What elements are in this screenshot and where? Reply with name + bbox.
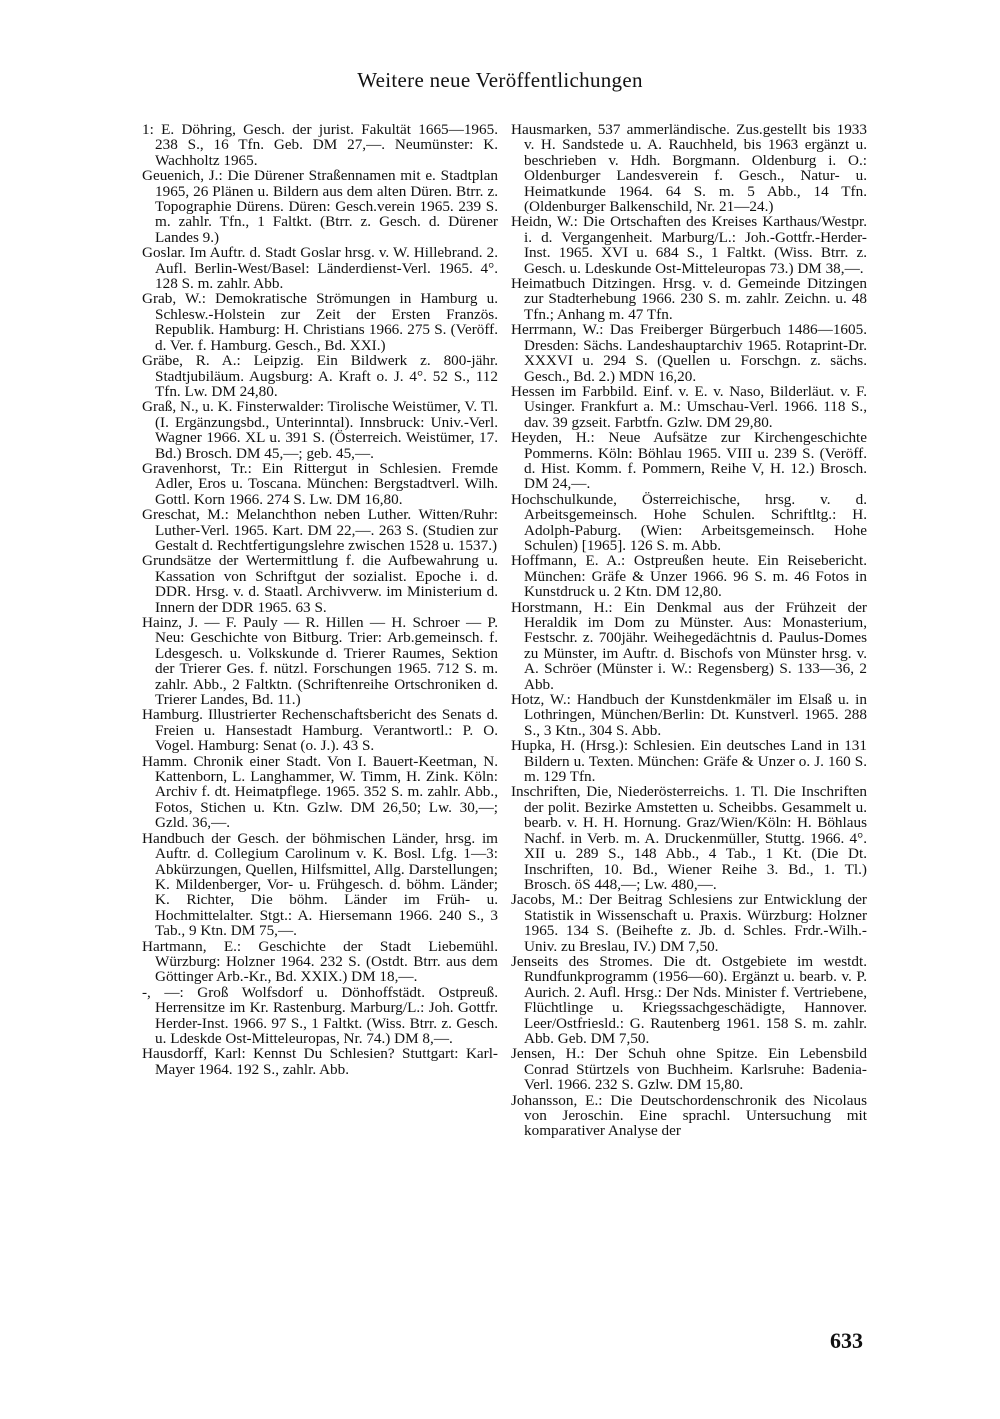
bibliography-entry: Hoffmann, E. A.: Ostpreußen heute. Ein Reisebericht. München: Gräfe & Unzer 1966. 96 S. m. 46 Fotos in Kunstdruck u. 2 Ktn. DM 12,80. [511, 552, 867, 601]
bibliography-entry: Hamburg. Illustrierter Rechenschaftsbericht des Senats d. Freien u. Hansestadt Hamburg. Verantwortl.: P. O. Vogel. Hamburg: Senat (o. J.). 43 S. [142, 706, 498, 755]
bibliography-entry: Geuenich, J.: Die Dürener Straßennamen mit e. Stadtplan 1965, 26 Plänen u. Bildern aus dem alten Düren. Btrr. z. Topographie Dürens. Düren: Gesch.verein 1965. 239 S. m. zahlr. Tfn., 1 Faltkt. (Btrr. z. Gesch. d. Dürener Landes 9.) [142, 167, 498, 246]
bibliography-entry: Heyden, H.: Neue Aufsätze zur Kirchengeschichte Pommerns. Köln: Böhlau 1965. VIII u. 239 S. (Veröff. d. Hist. Komm. f. Pommern, Reihe V, H. 12.) Brosch. DM 24,—. [511, 429, 867, 493]
bibliography-entry: Goslar. Im Auftr. d. Stadt Goslar hrsg. v. W. Hillebrand. 2. Aufl. Berlin-West/Basel: Länderdienst-Verl. 1965. 4°. 128 S. m. zahlr. Abb. [142, 244, 498, 293]
bibliography-entry: Hainz, J. — F. Pauly — R. Hillen — H. Schroer — P. Neu: Geschichte von Bitburg. Trier: Arb.gemeinsch. f. Ldesgesch. u. Volkskunde d. Trierer Raumes, Sektion der Trierer Ges. f. nützl. Forschungen 1965. 712 S. m. zahlr. Abb., 2 Faltktn. (Schriftenreihe Ortschroniken d. Trierer Landes, Bd. 11.) [142, 614, 498, 709]
bibliography-entry: Hausmarken, 537 ammerländische. Zus.gestellt bis 1933 v. H. Sandstede u. A. Rauchheld, bis 1963 ergänzt u. beschrieben v. Hdh. Borgmann. Oldenburg i. O.: Oldenburger Landesverein f. Gesch., Natur- u. Heimatkunde 1964. 64 S. m. 5 Abb., 14 Tfn. (Oldenburger Balkenschild, Nr. 21—24.) [511, 121, 867, 216]
bibliography-entry: Grab, W.: Demokratische Strömungen in Hamburg u. Schlesw.-Holstein zur Zeit der Ersten Französ. Republik. Hamburg: H. Christians 1966. 275 S. (Veröff. d. Ver. f. Hamburg. Gesch., Bd. XXI.) [142, 290, 498, 354]
left-column [142, 122, 498, 1077]
bibliography-entry: Heidn, W.: Die Ortschaften des Kreises Karthaus/Westpr. i. d. Vergangenheit. Marburg/L.: Joh.-Gottfr.-Herder-Inst. 1965. XVI u. 684 S., 1 Faltkt. (Wiss. Btrr. z. Gesch. u. Ldeskunde Ost-Mitteleuropas 73.) DM 38,—. [511, 213, 867, 277]
bibliography-entry: Hotz, W.: Handbuch der Kunstdenkmäler im Elsaß u. in Lothringen, München/Berlin: Dt. Kunstverl. 1965. 288 S., 3 Ktn., 304 S. Abb. [511, 691, 867, 739]
bibliography-entry: Inschriften, Die, Niederösterreichs. 1. Tl. Die Inschriften der polit. Bezirke Amstetten u. Scheibbs. Gesammelt u. bearb. v. H. H. Hornung. Graz/Wien/Köln: H. Böhlaus Nachf. in Verb. m. A. Druckenmüller, Stuttg. 1966. 4°. XII u. 289 S., 148 Abb., 4 Tab., 1 Kt. (Die Dt. Inschriften, 10. Bd., Wiener Reihe 3. Bd., 1. Tl.) Brosch. öS 448,—; Lw. 480,—. [511, 783, 867, 893]
bibliography-entry: Jensen, H.: Der Schuh ohne Spitze. Ein Lebensbild Conrad Stürtzels von Buchheim. Karlsruhe: Badenia-Verl. 1966. 232 S. Gzlw. DM 15,80. [511, 1045, 867, 1094]
bibliography-entry: Hamm. Chronik einer Stadt. Von I. Bauert-Keetman, N. Kattenborn, L. Langhammer, W. Timm, H. Zink. Köln: Archiv f. dt. Heimatpflege. 1965. 352 S. m. zahlr. Abb., Fotos, Stichen u. Ktn. Gzlw. DM 26,50; Lw. 30,—; Gzld. 36,—. [142, 752, 498, 832]
bibliography-entry: Hessen im Farbbild. Einf. v. E. v. Naso, Bilderläut. v. F. Usinger. Frankfurt a. M.: Umschau-Verl. 1966. 118 S., dav. 39 gzseit. Farbtfn. Gzlw. DM 29,80. [511, 382, 867, 431]
bibliography-entry: Hupka, H. (Hrsg.): Schlesien. Ein deutsches Land in 131 Bildern u. Texten. München: Gräfe & Unzer o. J. 160 S. m. 129 Tfn. [511, 737, 867, 786]
bibliography-entry: Jacobs, M.: Der Beitrag Schlesiens zur Entwicklung der Statistik in Wissenschaft u. Praxis. Würzburg: Holzner 1965. 134 S. (Beihefte z. Jb. d. Schles. Frdr.-Wilh.-Univ. zu Breslau, IV.) DM 7,50. [511, 891, 867, 955]
bibliography-entry: Grundsätze der Wertermittlung f. die Aufbewahrung u. Kassation von Schriftgut der sozialist. Epoche i. d. DDR. Hrsg. v. d. Staatl. Archivverw. im Ministerium d. Innern der DDR 1965. 63 S. [142, 552, 498, 616]
bibliography-entry: Johansson, E.: Die Deutschordenschronik des Nicolaus von Jeroschin. Eine sprachl. Untersuchung mit komparativer Analyse der [511, 1091, 867, 1140]
bibliography-entry: Heimatbuch Ditzingen. Hrsg. v. d. Gemeinde Ditzingen zur Stadterhebung 1966. 230 S. m. zahlr. Zeichn. u. 48 Tfn.; Anhang m. 47 Tfn. [511, 275, 867, 323]
bibliography-entry: -, —: Groß Wolfsdorf u. Dönhoffstädt. Ostpreuß. Herrensitze im Kr. Rastenburg. Marburg/L.: Joh. Gottfr. Herder-Inst. 1966. 97 S., 1 Faltkt. (Wiss. Btrr. z. Gesch. u. Ldeskde Ost-Mitteleuropas, Nr. 74.) DM 8,—. [142, 983, 498, 1047]
bibliography-entry: Graß, N., u. K. Finsterwalder: Tirolische Weistümer, V. Tl. (I. Ergänzungsbd., Unterinntal). Innsbruck: Univ.-Verl. Wagner 1966. XL u. 391 S. (Österreich. Weistümer, 17. Bd.) Brosch. DM 45,—; geb. 45,—. [142, 398, 498, 462]
bibliography-entry: Horstmann, H.: Ein Denkmal aus der Frühzeit der Heraldik im Dom zu Münster. Aus: Monasterium, Festschr. z. 700jähr. Weihegedächtnis d. Paulus-Domes zu Münster, im Auftr. d. Bischofs von Münster hrsg. v. A. Schröer (Münster i. W.: Regensberg) S. 133—36, 2 Abb. [511, 598, 867, 693]
bibliography-entry: 1: E. Döhring, Gesch. der jurist. Fakultät 1665—1965. 238 S., 16 Tfn. Geb. DM 27,—. Neumünster: K. Wachholtz 1965. [142, 121, 498, 169]
bibliography-entry: Hochschulkunde, Österreichische, hrsg. v. d. Arbeitsgemeinsch. Hohe Schulen. Schriftltg.: H. Adolph-Paburg. (Wien: Arbeitsgemeinsch. Hohe Schulen) [1965]. 126 S. m. Abb. [511, 490, 867, 554]
bibliography-entry: Hausdorff, Karl: Kennst Du Schlesien? Stuttgart: Karl-Mayer 1964. 192 S., zahlr. Abb. [142, 1045, 498, 1078]
bibliography-entry: Jenseits des Stromes. Die dt. Ostgebiete im westdt. Rundfunkprogramm (1956—60). Ergänzt u. bearb. v. P. Aurich. 2. Aufl. Hrsg.: Der Nds. Minister f. Vertriebene, Flüchtlinge u. Kriegssachgeschädigte, Hannover. Leer/Ostfriesld.: G. Rautenberg 1961. 158 S. m. zahlr. Abb. Geb. DM 7,50. [511, 952, 867, 1047]
page-number: 633 [830, 1328, 863, 1353]
right-column [511, 122, 867, 1139]
bibliography-entry: Herrmann, W.: Das Freiberger Bürgerbuch 1486—1605. Dresden: Sächs. Landeshauptarchiv 1965. Rotaprint-Dr. XXXVI u. 294 S. (Quellen u. Forschgn. z. sächs. Gesch., Bd. 2.) MDN 16,20. [511, 321, 867, 385]
bibliography-entry: Hartmann, E.: Geschichte der Stadt Liebemühl. Würzburg: Holzner 1964. 232 S. (Ostdt. Btrr. aus dem Göttinger Arb.-Kr., Bd. XXIX.) DM 18,—. [142, 937, 498, 986]
bibliography-entry: Handbuch der Gesch. der böhmischen Länder, hrsg. im Auftr. d. Collegium Carolinum v. K. Bosl. Lfg. 1—3: Abkürzungen, Quellen, Hilfsmittel, Allg. Darstellungen; K. Mildenberger, Vor- u. Frühgesch. d. böhm. Länder; K. Richter, Die böhm. Länder im Früh- u. Hochmittelalter. Stgt.: A. Hiersemann 1966. 240 S., 3 Tab., 9 Ktn. DM 75,—. [142, 829, 498, 940]
running-header: Weitere neue Veröffentlichungen [357, 68, 643, 92]
bibliography-entry: Greschat, M.: Melanchthon neben Luther. Witten/Ruhr: Luther-Verl. 1965. Kart. DM 22,—. 263 S. (Studien zur Gestalt d. Rechtfertigungslehre zwischen 1528 u. 1537.) [142, 506, 498, 554]
bibliography-entry: Gravenhorst, Tr.: Ein Rittergut in Schlesien. Fremde Adler, Eros u. Toscana. München: Bergstadtverl. Wilh. Gottl. Korn 1966. 274 S. Lw. DM 16,80. [142, 459, 498, 508]
bibliography-entry: Gräbe, R. A.: Leipzig. Ein Bildwerk z. 800-jähr. Stadtjubiläum. Augsburg: A. Kraft o. J. 4°. 52 S., 112 Tfn. Lw. DM 24,80. [142, 352, 498, 400]
